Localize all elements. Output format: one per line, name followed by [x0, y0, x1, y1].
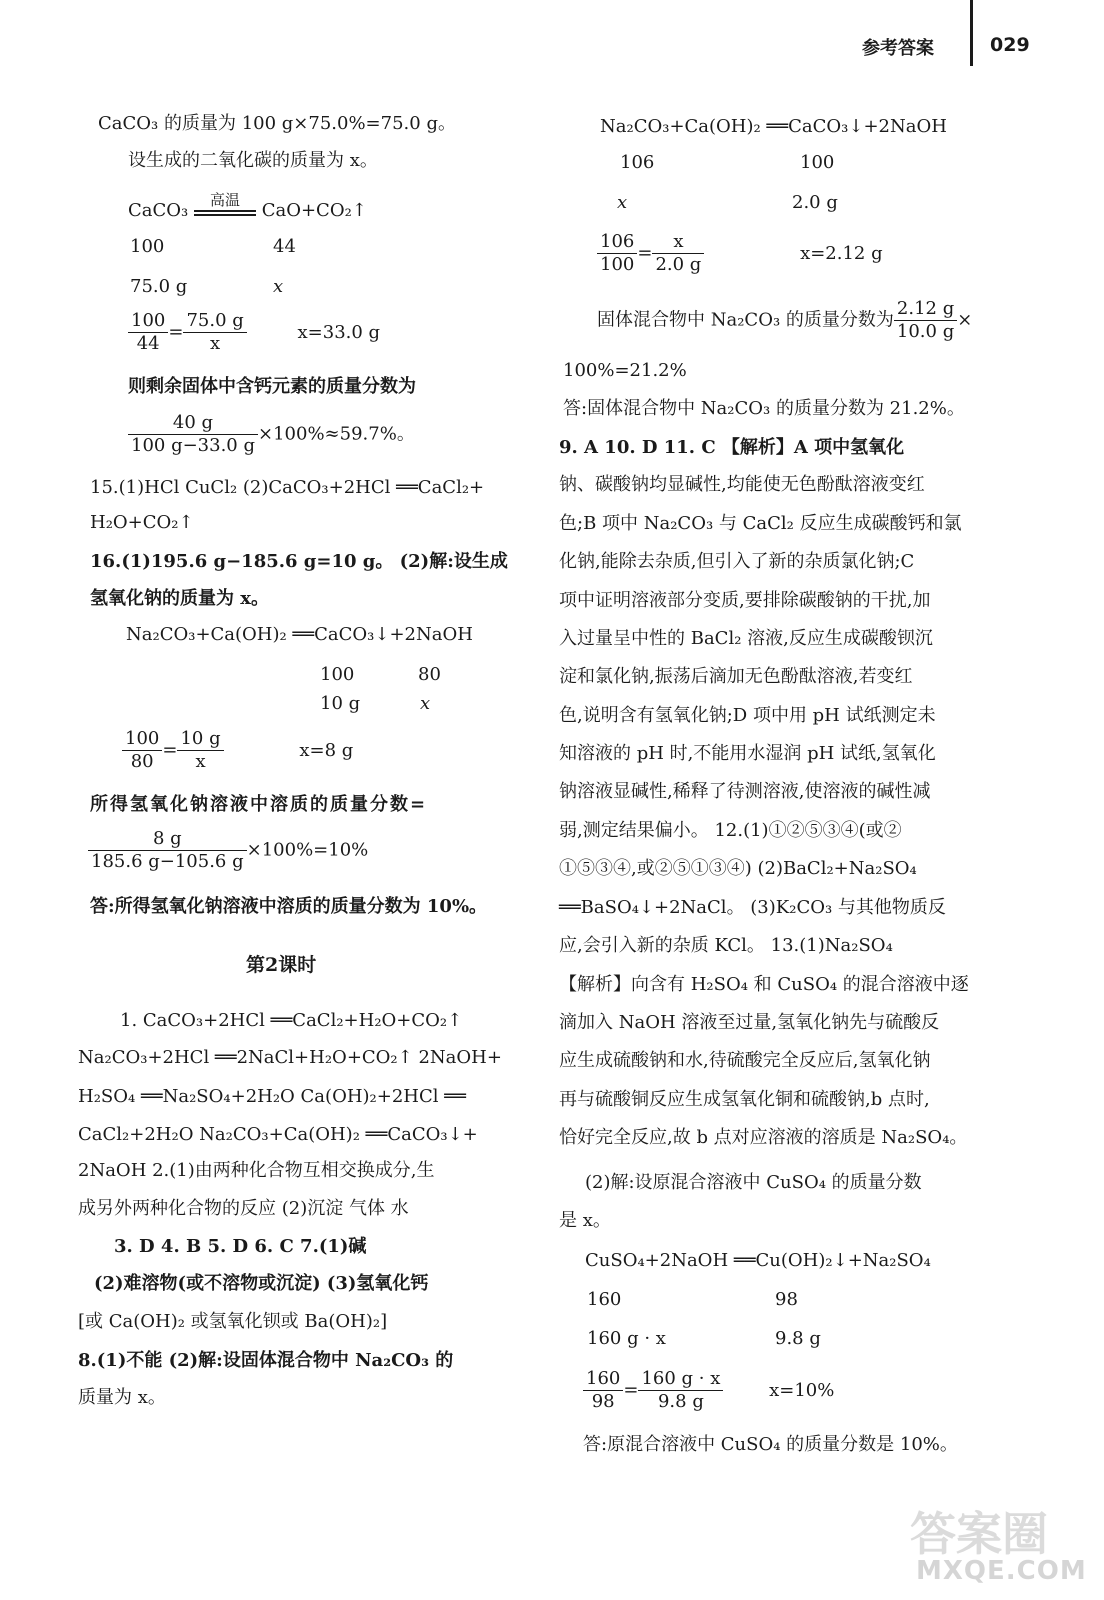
text-line: 固体混合物中 Na₂CO₃ 的质量分数为 $\frac{2.12 g}{10.0 g}$ × — [597, 298, 973, 342]
text-line: 再与硫酸铜反应生成氢氧化铜和硫酸钠,b 点时, — [559, 1089, 930, 1110]
answer-line: 3. D 4. B 5. D 6. C 7.(1)碱 — [114, 1236, 367, 1257]
text-line: 应生成硫酸钠和水,待硫酸完全反应后,氢氧化钠 — [559, 1050, 931, 1071]
text-line: 氢氧化钠的质量为 x。 — [90, 588, 269, 609]
question-16: 16.(1)195.6 g−185.6 g=10 g。 (2)解:设生成 — [90, 551, 508, 572]
text-line: (2)解:设原混合溶液中 CuSO₄ 的质量分数 — [585, 1172, 922, 1193]
ratio-value: 2.0 g — [792, 192, 838, 213]
text-line: H₂SO₄ ══Na₂SO₄+2H₂O Ca(OH)₂+2HCl ══ — [78, 1086, 466, 1107]
header-rule — [970, 0, 973, 66]
ratio-value: 44 — [273, 236, 296, 257]
ratio-value: x — [617, 192, 628, 213]
text-line: CaCO₃ 的质量为 100 g×75.0%=75.0 g。 — [98, 113, 456, 134]
text-line: (2)难溶物(或不溶物或沉淀) (3)氢氧化钙 — [94, 1273, 429, 1294]
ratio-value: 100 — [800, 152, 835, 173]
text-line: 是 x。 — [559, 1210, 611, 1231]
text-line: 项中证明溶液部分变质,要排除碳酸钠的干扰,加 — [559, 590, 931, 611]
ratio-value: 100 — [130, 236, 165, 257]
text-line: 钠、碳酸钠均显碱性,均能使无色酚酞溶液变红 — [559, 474, 925, 495]
text-line: 质量为 x。 — [78, 1387, 166, 1408]
text-line: 则剩余固体中含钙元素的质量分数为 — [128, 376, 416, 397]
section-heading: 第2课时 — [246, 954, 317, 976]
text-line: 所得氢氧化钠溶液中溶质的质量分数= — [90, 794, 428, 815]
equation: Na₂CO₃+Ca(OH)₂ ══CaCO₃↓+2NaOH — [126, 624, 473, 645]
proportion: $\frac{106}{100}$ = $\frac{x}{2.0 g}$ x=2.12 g — [597, 231, 883, 276]
ratio-value: 10 g — [320, 693, 361, 714]
text-line: H₂O+CO₂↑ — [90, 512, 194, 533]
proportion: $\frac{100}{80}$ = $\frac{10 g}{x}$ x=8 g — [122, 728, 353, 773]
ratio-value: 75.0 g — [130, 276, 188, 297]
text-line: 知溶液的 pH 时,不能用水湿润 pH 试纸,氢氧化 — [559, 743, 936, 764]
text-line: 入过量呈中性的 BaCl₂ 溶液,反应生成碳酸钡沉 — [559, 628, 933, 649]
watermark-logo: 答案圈 — [910, 1507, 1048, 1561]
text-line: 滴加入 NaOH 溶液至过量,氢氧化钠先与硫酸反 — [559, 1012, 940, 1033]
header-title: 参考答案 — [862, 38, 934, 59]
text-line: 成另外两种化合物的反应 (2)沉淀 气体 水 — [78, 1198, 409, 1219]
ratio-value: 160 — [587, 1289, 622, 1310]
equation: CaCO₃ 高温 CaO+CO₂↑ — [128, 191, 367, 221]
page-number: 029 — [990, 34, 1030, 56]
text-line: Na₂CO₃+2HCl ══2NaCl+H₂O+CO₂↑ 2NaOH+ — [78, 1047, 502, 1068]
text-line: 淀和氯化钠,振荡后滴加无色酚酞溶液,若变红 — [559, 666, 913, 687]
text-line: 答:原混合溶液中 CuSO₄ 的质量分数是 10%。 — [583, 1434, 958, 1455]
text-line: 色;B 项中 Na₂CO₃ 与 CaCl₂ 反应生成碳酸钙和氯 — [559, 513, 962, 534]
text-line: 弱,测定结果偏小。 12.(1)①②⑤③④(或② — [559, 820, 902, 841]
question-15: 15.(1)HCl CuCl₂ (2)CaCO₃+2HCl ══CaCl₂+ — [90, 477, 485, 498]
proportion: $\frac{160}{98}$ = $\frac{160 g \cdot x}{9.8 g}$ x=10% — [583, 1368, 834, 1413]
text-line: ══BaSO₄↓+2NaCl。 (3)K₂CO₃ 与其他物质反 — [559, 897, 946, 918]
answer-line: 9. A 10. D 11. C 【解析】A 项中氢氧化 — [559, 437, 905, 458]
equation: 1. CaCO₃+2HCl ══CaCl₂+H₂O+CO₂↑ — [120, 1010, 463, 1031]
text-line: 2NaOH 2.(1)由两种化合物互相交换成分,生 — [78, 1160, 435, 1181]
ratio-value: 100 — [320, 664, 355, 685]
text-line: 答:固体混合物中 Na₂CO₃ 的质量分数为 21.2%。 — [563, 398, 965, 419]
ratio-value: x — [420, 693, 431, 714]
equation: Na₂CO₃+Ca(OH)₂ ══CaCO₃↓+2NaOH — [600, 116, 947, 137]
text-line: 100%=21.2% — [563, 360, 687, 381]
text-line: 应,会引入新的杂质 KCl。 13.(1)Na₂SO₄ — [559, 935, 893, 956]
text-line: 【解析】向含有 H₂SO₄ 和 CuSO₄ 的混合溶液中逐 — [559, 974, 969, 995]
text-line: CaCl₂+2H₂O Na₂CO₃+Ca(OH)₂ ══CaCO₃↓+ — [78, 1124, 478, 1145]
ratio-value: 98 — [775, 1289, 798, 1310]
text-line: 设生成的二氧化碳的质量为 x。 — [128, 150, 378, 171]
text-line: 化钠,能除去杂质,但引入了新的杂质氯化钠;C — [559, 551, 915, 572]
watermark — [908, 1498, 1087, 1588]
equation: CuSO₄+2NaOH ══Cu(OH)₂↓+Na₂SO₄ — [585, 1250, 931, 1271]
ratio-value: 80 — [418, 664, 441, 685]
proportion: $\frac{100}{44}$ = $\frac{75.0 g}{x}$ x=33.0 g — [128, 310, 380, 355]
percentage-formula: $\frac{40 g}{100 g-33.0 g}$ ×100%≈59.7%。 — [128, 412, 415, 457]
question-8: 8.(1)不能 (2)解:设固体混合物中 Na₂CO₃ 的 — [78, 1350, 454, 1371]
ratio-value: 106 — [620, 152, 655, 173]
watermark-url: MXQE.COM — [916, 1556, 1087, 1586]
text-line: ①⑤③④,或②⑤①③④) (2)BaCl₂+Na₂SO₄ — [559, 858, 917, 879]
ratio-value: x — [273, 276, 284, 297]
percentage-formula: $\frac{8 g}{185.6 g-105.6 g}$ ×100%=10% — [88, 828, 368, 873]
ratio-value: 160 g · x — [587, 1328, 666, 1349]
text-line: 钠溶液显碱性,稀释了待测溶液,使溶液的碱性减 — [559, 781, 931, 802]
reaction-arrow: 高温 — [194, 207, 256, 216]
text-line: 色,说明含有氢氧化钠;D 项中用 pH 试纸测定未 — [559, 705, 936, 726]
text-line: 恰好完全反应,故 b 点对应溶液的溶质是 Na₂SO₄。 — [559, 1127, 968, 1148]
text-line: [或 Ca(OH)₂ 或氢氧化钡或 Ba(OH)₂] — [78, 1311, 388, 1332]
ratio-value: 9.8 g — [775, 1328, 821, 1349]
text-line: 答:所得氢氧化钠溶液中溶质的质量分数为 10%。 — [90, 896, 488, 917]
